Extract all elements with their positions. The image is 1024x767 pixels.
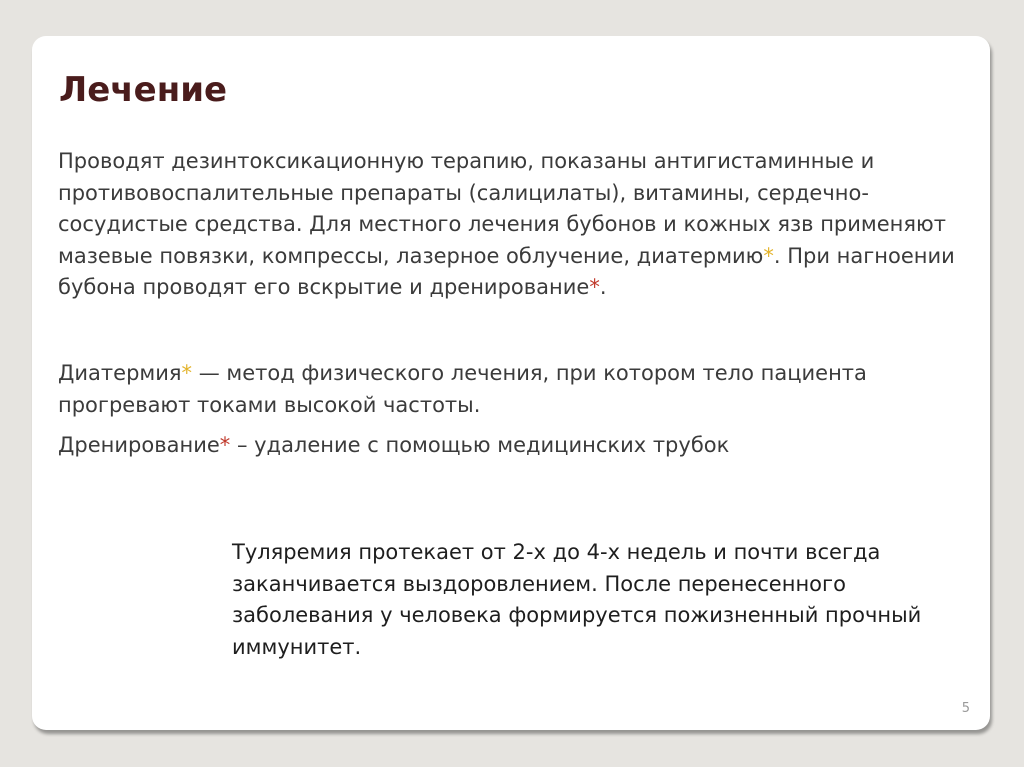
diathermy-text: — метод физического лечения, при котором тело пациента прогревают токами высокой частоты. — [58, 361, 867, 417]
drainage-term: Дренирование — [58, 433, 220, 457]
slide-title: Лечение — [59, 70, 228, 110]
page-number: 5 — [961, 701, 970, 716]
footnote-star-diathermy: * — [763, 243, 774, 268]
diathermy-star: * — [181, 361, 193, 385]
footnote-star-drainage: * — [589, 275, 600, 299]
drainage-star: * — [219, 433, 231, 457]
slide — [32, 36, 990, 730]
tularemia-outcome-paragraph: Туляремия протекает от 2-х до 4-х недель и почти всегда заканчивается выздоровлением. После перенесенного заболевания у человека формируется пожизненный прочный иммунитет. — [232, 540, 922, 659]
treatment-text-part-1: Проводят дезинтоксикационную терапию, показаны антигистаминные и противовоспалительные препараты (салицилаты), витамины, сердечно-сосудистые средства. Для местного лечения бубонов и кожных язв применяют мазевые повязки, компрессы, лазерное облучение, диатермию — [58, 149, 946, 268]
treatment-text-part-3: . — [599, 275, 607, 299]
diathermy-term: Диатермия — [58, 361, 182, 385]
treatment-paragraph — [58, 146, 958, 304]
treatment-text-part-2: . При нагноении бубона проводят его вскрытие и дренирование — [58, 243, 955, 299]
diathermy-definition — [58, 358, 958, 421]
drainage-definition — [58, 430, 958, 462]
drainage-text: – удаление с помощью медицинских трубок — [230, 433, 730, 457]
